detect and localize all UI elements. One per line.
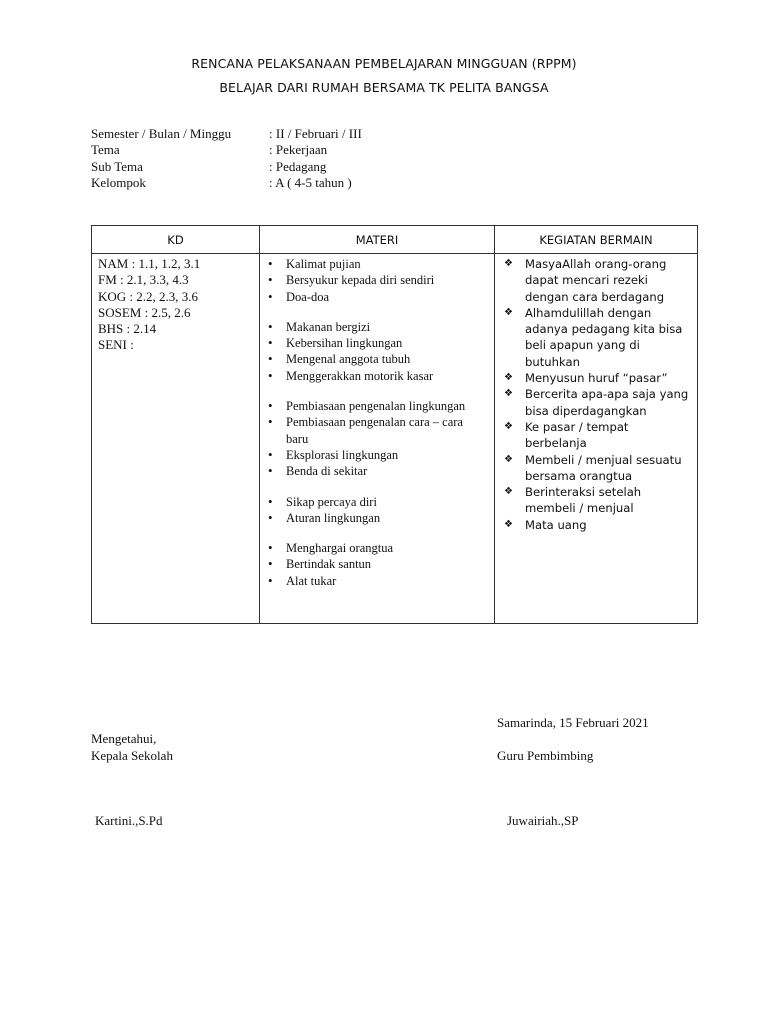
- header-kegiatan: KEGIATAN BERMAIN: [495, 226, 698, 254]
- meta-label: Tema: [91, 142, 120, 158]
- kd-line: BHS : 2.14: [98, 321, 157, 337]
- teacher-role: Guru Pembimbing: [497, 748, 594, 763]
- materi-item: • Doa-doa: [266, 289, 488, 305]
- meta-value: : Pekerjaan: [269, 142, 328, 158]
- table-row: [92, 254, 698, 624]
- materi-item: • Mengenal anggota tubuh: [266, 351, 488, 367]
- document-title: RENCANA PELAKSANAAN PEMBELAJARAN MINGGUAN (RPPM): [191, 56, 577, 71]
- materi-item: • Alat tukar: [266, 573, 488, 589]
- place-date: Samarinda, 15 Februari 2021: [497, 715, 649, 730]
- materi-item: • Menghargai orangtua: [266, 540, 488, 556]
- kegiatan-item: ❖ Ke pasar / tempat berbelanja: [501, 419, 691, 452]
- header-materi: MATERI: [260, 226, 495, 254]
- acknowledged-label: Mengetahui,: [91, 731, 157, 746]
- kegiatan-cell: [495, 254, 698, 624]
- meta-value: : A ( 4-5 tahun ): [269, 174, 352, 190]
- header-kd: KD: [92, 226, 260, 254]
- materi-item: • Pembiasaan pengenalan lingkungan: [266, 398, 488, 414]
- kd-line: SENI :: [98, 337, 134, 353]
- principal-role: Kepala Sekolah: [91, 748, 173, 763]
- kegiatan-item: ❖ Berinteraksi setelah membeli / menjual: [501, 484, 691, 517]
- materi-cell: [260, 254, 495, 624]
- materi-item: • Bertindak santun: [266, 556, 488, 572]
- rppm-table: [91, 225, 698, 624]
- kegiatan-item: ❖ MasyaAllah orang-orang dapat mencari rezeki dengan cara berdagang: [501, 256, 691, 305]
- materi-item: • Makanan bergizi: [266, 319, 488, 335]
- materi-item: • Pembiasaan pengenalan cara – cara baru: [266, 414, 488, 447]
- kegiatan-list: [501, 256, 691, 533]
- kd-line: KOG : 2.2, 2.3, 3.6: [98, 288, 199, 304]
- meta-label: Sub Tema: [91, 158, 143, 174]
- kegiatan-item: ❖ Menyusun huruf “pasar”: [501, 370, 691, 386]
- kegiatan-item: ❖ Alhamdulillah dengan adanya pedagang kita bisa beli apapun yang di butuhkan: [501, 305, 691, 370]
- kd-line: SOSEM : 2.5, 2.6: [98, 304, 191, 320]
- kegiatan-item: ❖ Membeli / menjual sesuatu bersama orangtua: [501, 452, 691, 485]
- materi-item: • Bersyukur kepada diri sendiri: [266, 272, 488, 288]
- meta-label: Kelompok: [91, 174, 146, 190]
- kd-cell: [92, 254, 260, 624]
- materi-list: [266, 256, 488, 589]
- table-header-row: [92, 226, 698, 254]
- meta-value: : Pedagang: [269, 158, 327, 174]
- materi-item: • Kebersihan lingkungan: [266, 335, 488, 351]
- materi-item: • Menggerakkan motorik kasar: [266, 368, 488, 384]
- materi-item: • Kalimat pujian: [266, 256, 488, 272]
- kd-line: FM : 2.1, 3.3, 4.3: [98, 272, 189, 288]
- kegiatan-item: ❖ Mata uang: [501, 517, 691, 533]
- materi-item: • Benda di sekitar: [266, 463, 488, 479]
- teacher-name: Juwairiah.,SP: [507, 813, 579, 828]
- kegiatan-item: ❖ Bercerita apa-apa saja yang bisa diperdagangkan: [501, 386, 691, 419]
- document-subtitle: BELAJAR DARI RUMAH BERSAMA TK PELITA BANGSA: [219, 80, 549, 95]
- kd-line: NAM : 1.1, 1.2, 3.1: [98, 256, 201, 271]
- materi-item: • Aturan lingkungan: [266, 510, 488, 526]
- meta-value: : II / Februari / III: [269, 126, 362, 141]
- meta-label: Semester / Bulan / Minggu: [91, 126, 232, 141]
- principal-name: Kartini.,S.Pd: [95, 813, 163, 828]
- materi-item: • Sikap percaya diri: [266, 494, 488, 510]
- materi-item: • Eksplorasi lingkungan: [266, 447, 488, 463]
